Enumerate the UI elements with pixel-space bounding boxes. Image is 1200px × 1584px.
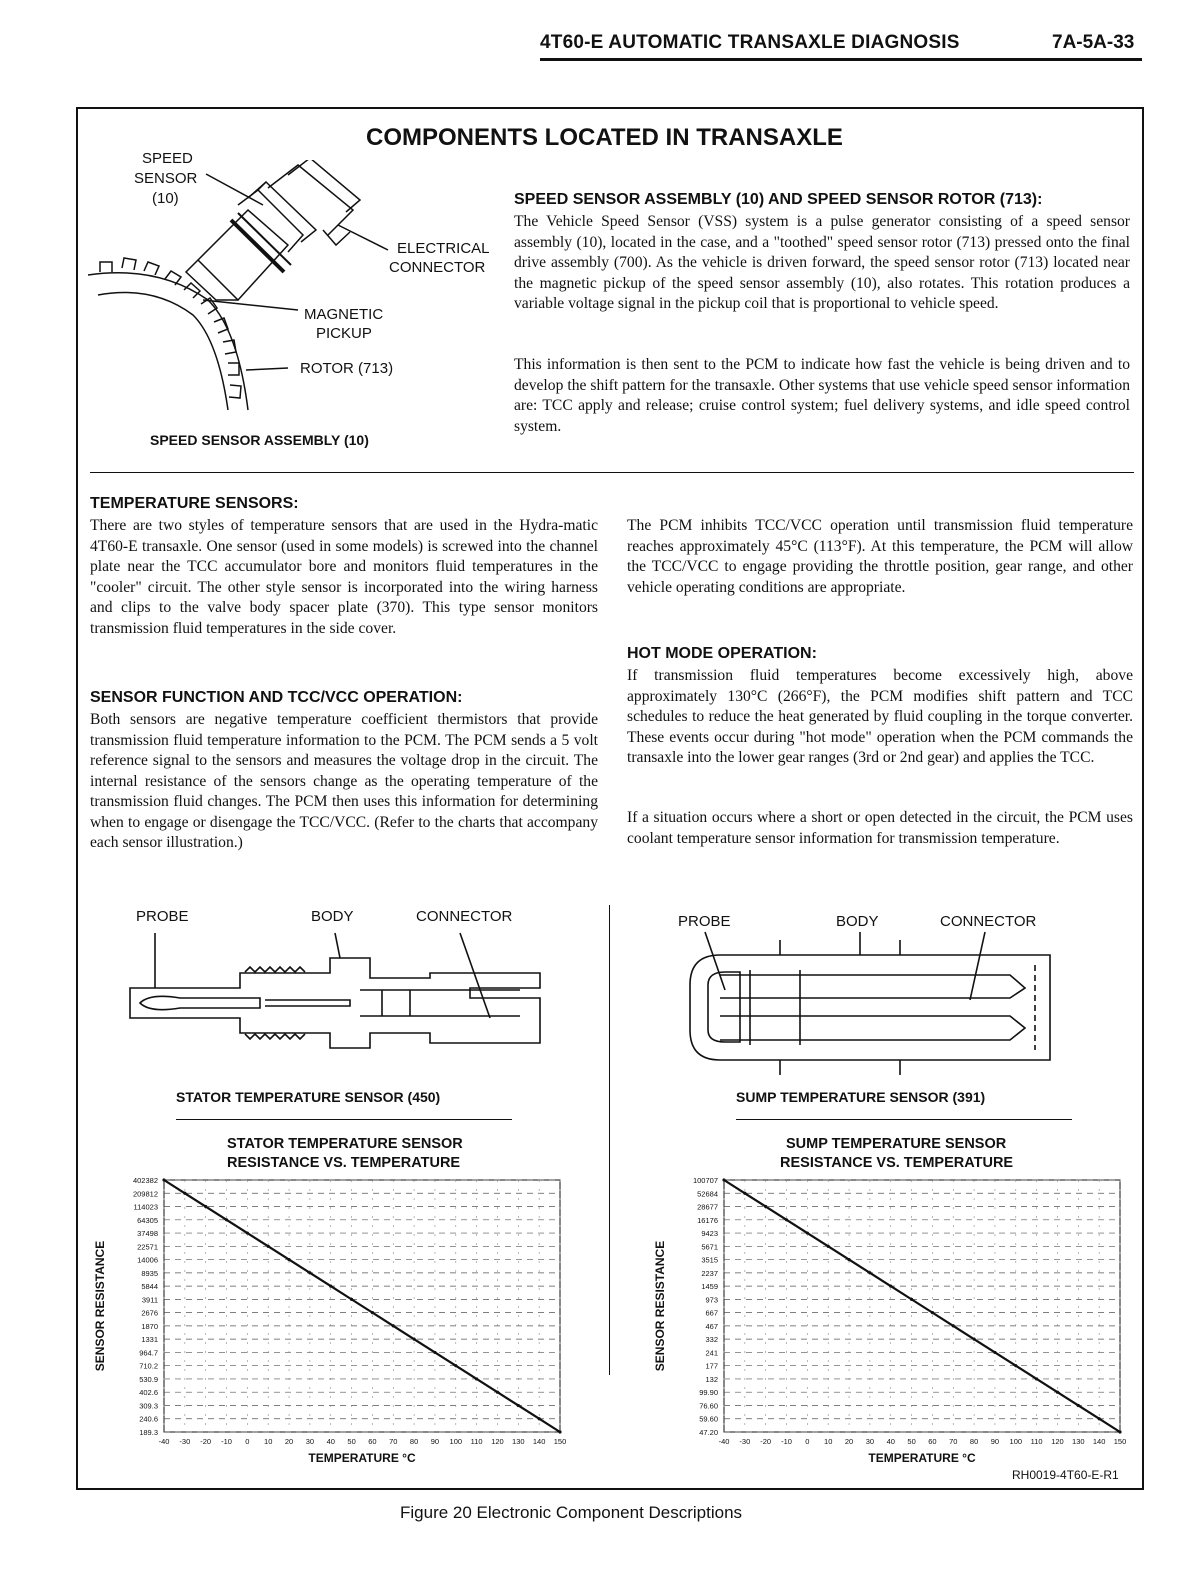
sump-chart-y-tick-label: 2237: [701, 1268, 718, 1278]
sump-chart-data-point: [1014, 1364, 1017, 1367]
label-magnetic: MAGNETIC: [304, 306, 384, 323]
stator-chart-x-tick-label: 110: [470, 1437, 483, 1446]
label-pickup: PICKUP: [316, 325, 372, 342]
sump-chart-y-tick-label: 76.60: [699, 1401, 718, 1411]
section-divider: [90, 472, 1134, 473]
sump-probe-label: PROBE: [678, 913, 731, 930]
stator-chart-x-tick-label: 130: [512, 1437, 525, 1446]
stator-chart-x-tick-label: 0: [245, 1437, 250, 1446]
stator-chart-data-point: [433, 1351, 436, 1354]
stator-chart-x-axis-title: TEMPERATURE °C: [308, 1451, 416, 1465]
sump-chart-y-tick-label: 28677: [697, 1202, 718, 1212]
stator-chart-data-point: [267, 1245, 270, 1248]
stator-chart-y-tick-label: 309.3: [139, 1401, 158, 1411]
sump-chart-y-tick-label: 99.90: [699, 1388, 718, 1398]
stator-sensor-caption: STATOR TEMPERATURE SENSOR (450): [176, 1089, 441, 1105]
sump-chart-x-tick-label: 40: [886, 1437, 895, 1446]
sump-chart-x-tick-label: -10: [781, 1437, 792, 1446]
page-number: 7A-5A-33: [1052, 32, 1135, 53]
sump-chart-data-point: [1056, 1391, 1059, 1394]
stator-sensor-drawing: [120, 928, 550, 1068]
stator-chart-y-tick-label: 8935: [141, 1268, 158, 1278]
sump-chart-x-tick-label: 70: [949, 1437, 958, 1446]
page-header-title: 4T60-E AUTOMATIC TRANSAXLE DIAGNOSIS: [540, 32, 960, 53]
sensor-function-paragraph: Both sensors are negative temperature coefficient thermistors that provide transmission fluid temperature information to the PCM. The PCM sends a 5 volt reference signal to the sensors and measures the voltage drop in the circuit. The internal resistance of the sensors change as the operating temperature of the transmission fluid changes. The PCM then uses this information for determining when to engage or disengage the TCC/VCC. (Refer to the charts that accompany each sensor illustration.): [90, 711, 598, 851]
sump-chart-data-point: [806, 1231, 809, 1234]
speed-sensor-paragraph-2: This information is then sent to the PCM to indicate how fast the vehicle is being driven and to develop the shift pattern for the transaxle. Other systems that use vehicle speed sensor information are: TCC apply and release; cruise control system; fuel delivery systems, and idle speed control system.: [514, 356, 1130, 435]
stator-chart-y-tick-label: 14006: [137, 1255, 158, 1265]
sump-chart-x-tick-label: 150: [1113, 1437, 1127, 1446]
sump-chart-y-tick-label: 100707: [692, 1176, 718, 1185]
sump-chart-x-tick-label: 0: [805, 1437, 810, 1446]
components-title: COMPONENTS LOCATED IN TRANSAXLE: [366, 124, 843, 151]
stator-resistance-chart: [88, 1172, 568, 1472]
stator-chart-x-tick-label: 60: [368, 1437, 377, 1446]
stator-chart-data-point: [454, 1364, 457, 1367]
sump-chart-data-point: [993, 1351, 996, 1354]
stator-chart-data-point: [287, 1258, 290, 1261]
stator-chart-data-point: [371, 1311, 374, 1314]
sump-chart-data-point: [743, 1192, 746, 1195]
stator-chart-y-tick-label: 402382: [132, 1176, 158, 1185]
stator-chart-title: STATOR TEMPERATURE SENSOR: [227, 1136, 463, 1152]
stator-chart-x-tick-label: 50: [347, 1437, 356, 1446]
sump-chart-x-tick-label: 140: [1092, 1437, 1106, 1446]
stator-chart-data-point: [183, 1192, 186, 1195]
sump-chart-data-point: [1077, 1404, 1080, 1407]
stator-body-label: BODY: [311, 908, 354, 925]
stator-chart-y-tick-label: 710.2: [139, 1361, 158, 1371]
sump-connector-label: CONNECTOR: [940, 913, 1037, 930]
sump-caption-rule: [736, 1119, 1072, 1120]
stator-chart-y-tick-label: 189.3: [139, 1428, 158, 1437]
stator-chart-x-tick-label: -20: [200, 1437, 212, 1446]
stator-chart-y-tick-label: 5844: [141, 1282, 158, 1292]
sump-chart-y-tick-label: 52684: [697, 1189, 718, 1199]
sump-chart-y-tick-label: 1459: [701, 1282, 718, 1292]
sump-chart-y-axis-title: SENSOR RESISTANCE: [653, 1240, 667, 1372]
label-sensor-number: (10): [152, 190, 179, 207]
sump-chart-x-tick-label: 20: [844, 1437, 854, 1446]
sump-chart-x-tick-label: 100: [1009, 1437, 1023, 1446]
stator-chart-x-tick-label: -10: [221, 1437, 232, 1446]
sump-chart-y-tick-label: 5671: [701, 1242, 718, 1252]
stator-chart-y-tick-label: 530.9: [139, 1374, 158, 1384]
sump-chart-x-tick-label: 110: [1030, 1437, 1043, 1446]
sump-chart-x-tick-label: 50: [907, 1437, 916, 1446]
speed-sensor-diagram: [88, 160, 508, 450]
sump-resistance-chart: [648, 1172, 1128, 1472]
sump-chart-data-point: [889, 1285, 892, 1288]
stator-chart-data-point: [517, 1404, 520, 1407]
sump-sensor-drawing: [680, 930, 1070, 1080]
stator-chart-resistance-line: [164, 1180, 560, 1432]
stator-chart-y-tick-label: 37498: [137, 1229, 158, 1239]
stator-chart-x-tick-label: 30: [305, 1437, 315, 1446]
stator-chart-x-tick-label: 120: [491, 1437, 504, 1446]
sump-sensor-caption: SUMP TEMPERATURE SENSOR (391): [736, 1089, 986, 1105]
sump-chart-data-point: [1035, 1377, 1038, 1380]
sump-chart-data-point: [952, 1324, 955, 1327]
sump-chart-x-tick-label: 90: [990, 1437, 1000, 1446]
sump-chart-x-axis-title: TEMPERATURE °C: [868, 1451, 976, 1465]
stator-chart-x-tick-label: 40: [326, 1437, 335, 1446]
sump-chart-data-point: [931, 1311, 934, 1314]
sump-chart-y-tick-label: 3515: [701, 1255, 718, 1265]
stator-chart-data-point: [246, 1231, 249, 1234]
stator-chart-y-tick-label: 402.6: [139, 1388, 158, 1398]
stator-chart-data-point: [538, 1417, 541, 1420]
sump-chart-data-point: [722, 1178, 725, 1181]
temperature-heading: TEMPERATURE SENSORS:: [90, 495, 299, 512]
column-divider: [609, 905, 610, 1375]
sump-chart-data-point: [868, 1271, 871, 1274]
reference-code: RH0019-4T60-E-R1: [1012, 1468, 1119, 1482]
stator-chart-x-tick-label: 10: [264, 1437, 273, 1446]
stator-chart-y-tick-label: 114023: [133, 1202, 158, 1212]
sump-chart-data-point: [973, 1338, 976, 1341]
stator-chart-data-point: [496, 1391, 499, 1394]
stator-chart-y-tick-label: 22571: [137, 1242, 158, 1252]
stator-chart-data-point: [392, 1324, 395, 1327]
sump-chart-x-tick-label: -40: [718, 1437, 730, 1446]
sump-chart-y-tick-label: 973: [705, 1295, 718, 1305]
sump-chart-x-tick-label: -20: [760, 1437, 772, 1446]
sump-chart-x-tick-label: 120: [1051, 1437, 1064, 1446]
sump-chart-data-point: [1098, 1417, 1101, 1420]
stator-chart-y-axis-title: SENSOR RESISTANCE: [93, 1240, 107, 1372]
stator-chart-x-tick-label: -30: [179, 1437, 191, 1446]
sump-chart-y-tick-label: 332: [705, 1335, 718, 1345]
temperature-paragraph: There are two styles of temperature sensors that are used in the Hydra-matic 4T60-E transaxle. One sensor (used in some models) is screwed into the channel plate near the TCC accumulator bore and monitors fluid temperatures in the "cooler" circuit. The other style sensor is incorporated into the wiring harness and clips to the valve body spacer plate (370). This type sensor monitors transmission fluid temperatures in the side cover.: [90, 517, 598, 637]
stator-probe-label: PROBE: [136, 908, 189, 925]
stator-chart-y-tick-label: 3911: [141, 1295, 158, 1305]
sensor-function-heading: SENSOR FUNCTION AND TCC/VCC OPERATION:: [90, 689, 463, 706]
sump-chart-y-tick-label: 59.60: [699, 1414, 718, 1424]
stator-chart-data-point: [558, 1430, 561, 1433]
sump-chart-y-tick-label: 16176: [697, 1215, 718, 1225]
sump-chart-data-point: [847, 1258, 850, 1261]
stator-chart-x-tick-label: 100: [449, 1437, 463, 1446]
stator-chart-x-tick-label: 90: [430, 1437, 440, 1446]
hot-mode-paragraph: If transmission fluid temperatures become excessively high, above approximately 130°C (266°F), the PCM modifies shift pattern and TCC schedules to reduce the heat generated by fluid coupling in the torque converter. These events occur during "hot mode" operation when the PCM commands the transaxle into the lower gear ranges (3rd or 2nd gear) and applies the TCC.: [627, 667, 1133, 766]
stator-chart-x-tick-label: 140: [532, 1437, 546, 1446]
sump-chart-data-point: [910, 1298, 913, 1301]
stator-chart-data-point: [475, 1377, 478, 1380]
figure-caption: Figure 20 Electronic Component Descriptions: [400, 1503, 743, 1522]
stator-chart-y-tick-label: 1870: [141, 1321, 158, 1331]
sump-chart-x-tick-label: -30: [739, 1437, 751, 1446]
sump-chart-y-tick-label: 47.20: [699, 1428, 718, 1437]
tcc-inhibit-paragraph: The PCM inhibits TCC/VCC operation until transmission fluid temperature reaches approximately 45°C (113°F). At this temperature, the PCM will allow the TCC/VCC to engage providing the throttle position, gear range, and other vehicle operating conditions are appropriate.: [627, 517, 1133, 596]
speed-sensor-heading: SPEED SENSOR ASSEMBLY (10) AND SPEED SENSOR ROTOR (713):: [514, 191, 1043, 208]
stator-chart-data-point: [225, 1218, 228, 1221]
sump-body-label: BODY: [836, 913, 879, 930]
stator-chart-data-point: [162, 1178, 165, 1181]
header-rule: [540, 58, 1142, 61]
stator-chart-data-point: [329, 1285, 332, 1288]
sump-chart-title: SUMP TEMPERATURE SENSOR: [786, 1136, 1007, 1152]
sump-chart-subtitle: RESISTANCE VS. TEMPERATURE: [780, 1155, 1014, 1171]
stator-chart-x-tick-label: 80: [409, 1437, 419, 1446]
sump-chart-data-point: [827, 1245, 830, 1248]
stator-chart-x-tick-label: 20: [284, 1437, 294, 1446]
sump-chart-x-tick-label: 30: [865, 1437, 875, 1446]
stator-chart-x-tick-label: 150: [553, 1437, 567, 1446]
stator-chart-data-point: [308, 1271, 311, 1274]
speed-sensor-caption: SPEED SENSOR ASSEMBLY (10): [150, 432, 369, 448]
sump-chart-x-tick-label: 60: [928, 1437, 937, 1446]
sump-chart-x-tick-label: 10: [824, 1437, 833, 1446]
sump-chart-data-point: [1118, 1430, 1121, 1433]
stator-chart-data-point: [204, 1205, 207, 1208]
stator-chart-subtitle: RESISTANCE VS. TEMPERATURE: [227, 1155, 461, 1171]
sump-chart-data-point: [785, 1218, 788, 1221]
stator-chart-x-tick-label: -40: [158, 1437, 170, 1446]
sump-chart-y-tick-label: 467: [705, 1321, 718, 1331]
stator-chart-data-point: [350, 1298, 353, 1301]
stator-chart-data-point: [413, 1338, 416, 1341]
sump-chart-y-tick-label: 132: [705, 1374, 718, 1384]
stator-chart-y-tick-label: 64305: [137, 1215, 158, 1225]
stator-chart-y-tick-label: 209812: [132, 1189, 158, 1199]
label-rotor: ROTOR (713): [300, 360, 394, 377]
sump-chart-data-point: [764, 1205, 767, 1208]
sump-chart-x-tick-label: 80: [969, 1437, 979, 1446]
speed-sensor-paragraph-1: The Vehicle Speed Sensor (VSS) system is a pulse generator consisting of a speed sensor assembly (10), located in the case, and a "toothed" speed sensor rotor (713) pressed onto the final drive assembly (700). As the vehicle is driven forward, the speed sensor rotor (713) located near the magnetic pickup of the speed sensor assembly (10), also rotates. This rotation produces a variable voltage signal in the pickup coil that is proportional to vehicle speed.: [514, 213, 1130, 312]
sump-chart-y-tick-label: 667: [705, 1308, 718, 1318]
stator-connector-label: CONNECTOR: [416, 908, 513, 925]
stator-chart-y-tick-label: 1331: [141, 1335, 158, 1345]
fallback-paragraph: If a situation occurs where a short or open detected in the circuit, the PCM uses coolant temperature sensor information for transmission temperature.: [627, 809, 1133, 847]
sump-chart-resistance-line: [724, 1180, 1120, 1432]
sump-chart-x-tick-label: 130: [1072, 1437, 1085, 1446]
stator-caption-rule: [176, 1119, 512, 1120]
hot-mode-heading: HOT MODE OPERATION:: [627, 645, 817, 662]
label-speed: SPEED: [142, 150, 193, 167]
sump-chart-y-tick-label: 241: [705, 1348, 718, 1358]
stator-chart-y-tick-label: 2676: [141, 1308, 158, 1318]
stator-chart-x-tick-label: 70: [389, 1437, 398, 1446]
label-connector: CONNECTOR: [389, 259, 486, 276]
stator-chart-y-tick-label: 240.6: [139, 1414, 158, 1424]
sump-chart-y-tick-label: 9423: [701, 1229, 718, 1239]
sump-chart-y-tick-label: 177: [705, 1361, 718, 1371]
label-sensor: SENSOR: [134, 170, 198, 187]
label-electrical: ELECTRICAL: [397, 240, 490, 257]
stator-chart-y-tick-label: 964.7: [139, 1348, 158, 1358]
